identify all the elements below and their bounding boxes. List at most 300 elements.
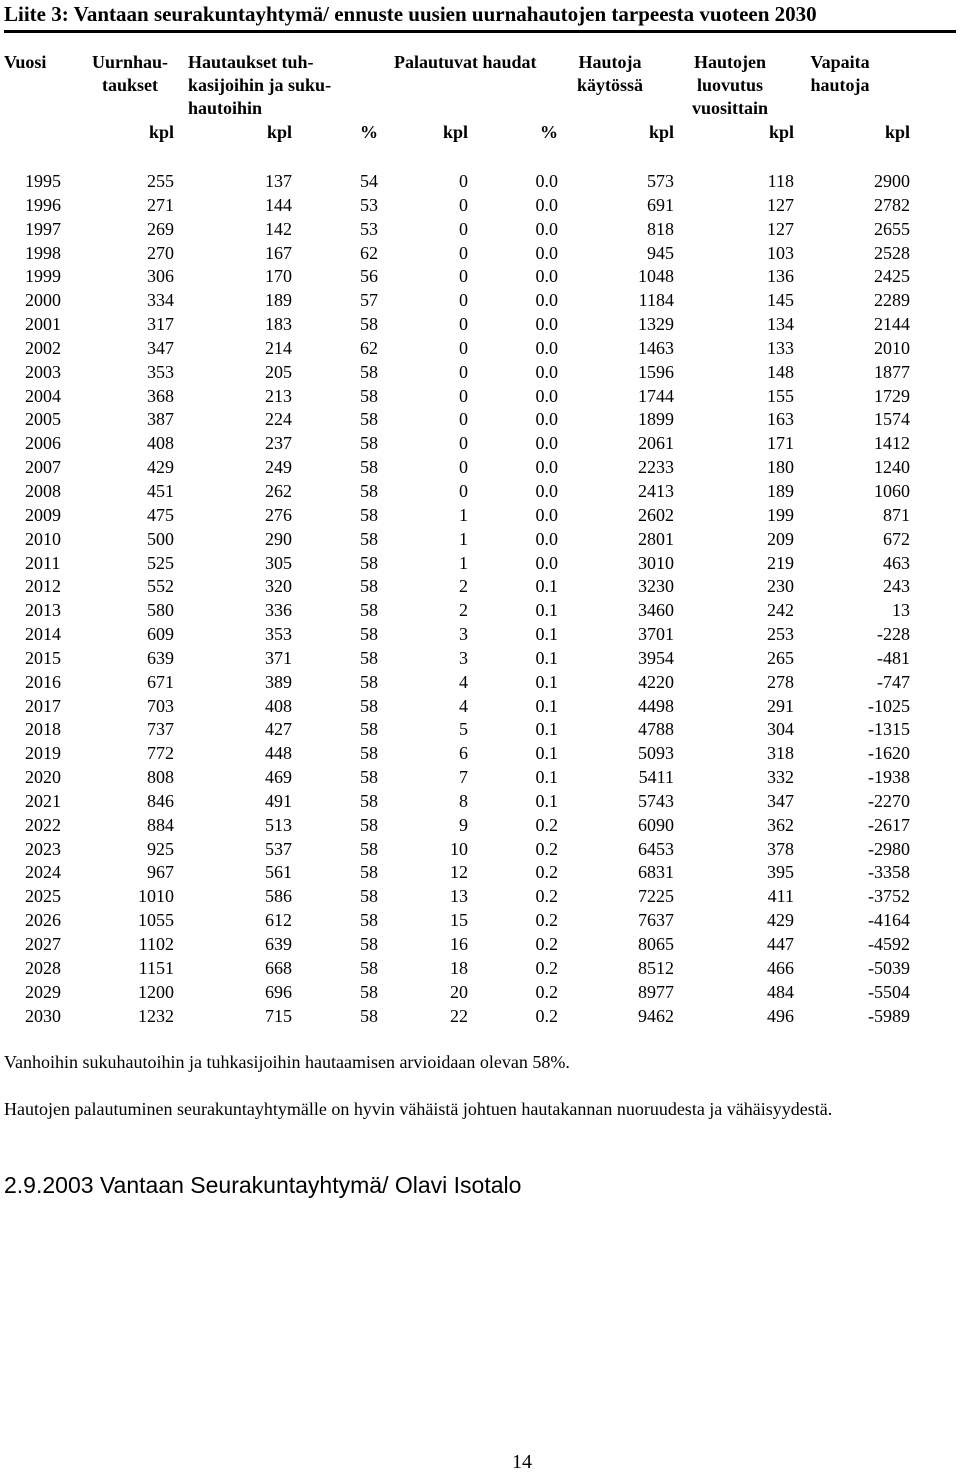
cell-vapaita: 2528 <box>874 242 910 263</box>
cell-vapaita: 463 <box>883 552 910 573</box>
header-luovutus <box>670 51 790 120</box>
cell-hautaukset: 537 <box>265 838 292 859</box>
cell-palautuvat-percent: 0.1 <box>535 624 558 645</box>
table-row <box>0 432 960 456</box>
cell-vapaita: 672 <box>883 528 910 549</box>
cell-palautuvat-percent: 0.1 <box>535 695 558 716</box>
cell-year: 2028 <box>25 957 61 978</box>
cell-palautuvat: 0 <box>459 171 468 191</box>
cell-vapaita: -481 <box>877 647 910 668</box>
table-row <box>0 599 960 623</box>
cell-palautuvat-percent: 0.1 <box>535 790 558 811</box>
cell-hautaukset-percent: 58 <box>360 886 378 907</box>
cell-palautuvat: 0 <box>459 361 468 382</box>
cell-palautuvat: 2 <box>459 600 468 621</box>
table-row <box>0 361 960 385</box>
cell-kaytossa: 691 <box>647 194 674 215</box>
cell-kaytossa: 4498 <box>638 695 674 716</box>
cell-vapaita: -1938 <box>868 767 910 788</box>
cell-uurnahautaukset: 500 <box>147 528 174 549</box>
document-title: Liite 3: Vantaan seurakuntayhtymä/ ennuste uusien uurnahautojen tarpeesta vuoteen 2030 <box>4 0 956 33</box>
cell-palautuvat-percent: 0.2 <box>535 934 558 954</box>
cell-palautuvat-percent: 0.2 <box>535 981 558 1002</box>
header-vapaita <box>790 51 890 97</box>
cell-luovutus: 429 <box>767 910 794 931</box>
cell-palautuvat: 0 <box>459 218 468 239</box>
table-row <box>0 528 960 552</box>
header-hautaukset-line2: kasijoihin ja suku- <box>188 75 332 95</box>
unit-hautaukset: kpl <box>266 122 292 142</box>
cell-hautaukset-percent: 58 <box>360 743 378 764</box>
cell-luovutus: 411 <box>767 886 794 907</box>
table-row <box>0 718 960 742</box>
cell-year: 2001 <box>25 314 61 335</box>
row-spacer <box>910 742 960 766</box>
cell-uurnahautaukset: 967 <box>147 862 174 883</box>
cell-uurnahautaukset: 703 <box>147 695 174 716</box>
table-row <box>0 385 960 409</box>
table-row <box>0 981 960 1005</box>
cell-palautuvat: 13 <box>450 886 468 907</box>
row-spacer <box>910 671 960 695</box>
table-row <box>0 337 960 361</box>
cell-palautuvat: 4 <box>459 671 468 692</box>
cell-palautuvat: 3 <box>459 647 468 668</box>
cell-luovutus: 447 <box>767 934 794 954</box>
cell-year: 2005 <box>25 409 61 430</box>
table-row <box>0 909 960 933</box>
cell-uurnahautaukset: 429 <box>147 457 174 478</box>
cell-vapaita: -5504 <box>868 981 910 1002</box>
cell-hautaukset: 448 <box>265 743 292 764</box>
table-row <box>0 480 960 504</box>
cell-kaytossa: 3230 <box>638 576 674 597</box>
table-row <box>0 861 960 885</box>
cell-kaytossa: 945 <box>647 242 674 263</box>
cell-vapaita: 1412 <box>874 433 910 454</box>
table-row <box>0 289 960 313</box>
cell-palautuvat: 8 <box>459 790 468 811</box>
cell-year: 2023 <box>25 838 61 859</box>
cell-uurnahautaukset: 368 <box>147 385 174 406</box>
cell-uurnahautaukset: 925 <box>147 838 174 859</box>
note-palautuminen: Hautojen palautuminen seurakuntayhtymälle on hyvin vähäistä johtuen hautakannan nuoruudesta ja vähäisyydestä. <box>4 1099 833 1119</box>
cell-luovutus: 127 <box>767 194 794 215</box>
cell-kaytossa: 6090 <box>638 814 674 835</box>
cell-luovutus: 347 <box>767 790 794 811</box>
row-spacer <box>910 170 960 194</box>
cell-uurnahautaukset: 580 <box>147 600 174 621</box>
cell-palautuvat-percent: 0.1 <box>535 743 558 764</box>
cell-kaytossa: 4788 <box>638 719 674 740</box>
row-spacer <box>910 981 960 1005</box>
header-hautaukset-line3: hautoihin <box>188 98 263 118</box>
cell-year: 2015 <box>25 647 61 668</box>
cell-hautaukset: 262 <box>265 480 292 501</box>
unit-vapaita: kpl <box>884 122 910 142</box>
row-spacer <box>910 313 960 337</box>
table-row <box>0 265 960 289</box>
cell-year: 2009 <box>25 504 61 525</box>
row-spacer <box>910 552 960 576</box>
table-row <box>0 194 960 218</box>
cell-palautuvat-percent: 0.0 <box>535 194 558 215</box>
cell-kaytossa: 8977 <box>638 981 674 1002</box>
cell-luovutus: 145 <box>767 290 794 311</box>
table-row <box>0 504 960 528</box>
row-spacer <box>910 242 960 266</box>
cell-palautuvat-percent: 0.0 <box>535 314 558 335</box>
cell-kaytossa: 2061 <box>638 433 674 454</box>
unit-hautaukset-percent: % <box>360 122 378 142</box>
row-spacer <box>910 885 960 909</box>
header-hautaukset-line1: Hautaukset tuh- <box>188 52 314 72</box>
row-spacer <box>910 504 960 528</box>
header-uurnahautaukset-line2: taukset <box>101 75 158 95</box>
cell-luovutus: 466 <box>767 957 794 978</box>
cell-year: 2022 <box>25 814 61 835</box>
signature-line: 2.9.2003 Vantaan Seurakuntayhtymä/ Olavi Isotalo <box>4 1172 522 1198</box>
cell-hautaukset: 320 <box>265 576 292 597</box>
cell-palautuvat: 22 <box>450 1005 468 1026</box>
cell-palautuvat: 2 <box>459 576 468 597</box>
cell-hautaukset-percent: 62 <box>360 337 378 358</box>
cell-vapaita: 2144 <box>874 314 910 335</box>
cell-hautaukset-percent: 56 <box>360 266 378 287</box>
cell-palautuvat: 3 <box>459 624 468 645</box>
cell-kaytossa: 1329 <box>638 314 674 335</box>
cell-uurnahautaukset: 737 <box>147 719 174 740</box>
cell-hautaukset: 214 <box>265 337 292 358</box>
header-vapaita-line2: hautoja <box>810 75 870 95</box>
cell-luovutus: 219 <box>767 552 794 573</box>
row-spacer <box>910 194 960 218</box>
cell-luovutus: 332 <box>767 767 794 788</box>
row-spacer <box>910 695 960 719</box>
cell-hautaukset: 561 <box>265 862 292 883</box>
cell-year: 1998 <box>25 242 61 263</box>
cell-luovutus: 496 <box>767 1005 794 1026</box>
cell-hautaukset-percent: 54 <box>360 171 378 191</box>
cell-hautaukset-percent: 58 <box>360 576 378 597</box>
cell-uurnahautaukset: 552 <box>147 576 174 597</box>
cell-hautaukset: 371 <box>265 647 292 668</box>
table-row <box>0 575 960 599</box>
cell-luovutus: 155 <box>767 385 794 406</box>
cell-year: 2003 <box>25 361 61 382</box>
row-spacer <box>910 289 960 313</box>
cell-hautaukset-percent: 58 <box>360 790 378 811</box>
cell-hautaukset-percent: 58 <box>360 934 378 954</box>
cell-year: 1995 <box>25 171 61 191</box>
cell-uurnahautaukset: 255 <box>147 171 174 191</box>
cell-year: 1996 <box>25 194 61 215</box>
cell-year: 2002 <box>25 337 61 358</box>
cell-hautaukset: 224 <box>265 409 292 430</box>
cell-palautuvat: 1 <box>459 504 468 525</box>
cell-palautuvat-percent: 0.0 <box>535 528 558 549</box>
cell-hautaukset: 353 <box>265 624 292 645</box>
cell-uurnahautaukset: 884 <box>147 814 174 835</box>
cell-palautuvat-percent: 0.0 <box>535 337 558 358</box>
cell-palautuvat-percent: 0.2 <box>535 886 558 907</box>
cell-hautaukset: 213 <box>265 385 292 406</box>
cell-vapaita: -1025 <box>868 695 910 716</box>
cell-palautuvat: 15 <box>450 910 468 931</box>
row-spacer <box>910 599 960 623</box>
row-spacer <box>910 861 960 885</box>
cell-hautaukset: 427 <box>265 719 292 740</box>
cell-uurnahautaukset: 306 <box>147 266 174 287</box>
cell-vapaita: 1574 <box>874 409 910 430</box>
cell-palautuvat-percent: 0.0 <box>535 361 558 382</box>
cell-vapaita: -4164 <box>868 910 910 931</box>
cell-year: 2011 <box>25 552 61 573</box>
cell-luovutus: 253 <box>767 624 794 645</box>
header-palautuvat: Palautuvat haudat <box>394 52 537 72</box>
cell-kaytossa: 2602 <box>638 504 674 525</box>
cell-hautaukset: 639 <box>265 934 292 954</box>
cell-luovutus: 304 <box>767 719 794 740</box>
cell-uurnahautaukset: 1055 <box>138 910 174 931</box>
header-kaytossa <box>555 51 665 97</box>
cell-uurnahautaukset: 808 <box>147 767 174 788</box>
cell-uurnahautaukset: 475 <box>147 504 174 525</box>
cell-year: 2019 <box>25 743 61 764</box>
cell-vapaita: -5989 <box>868 1005 910 1026</box>
cell-hautaukset-percent: 58 <box>360 1005 378 1026</box>
cell-uurnahautaukset: 772 <box>147 743 174 764</box>
cell-vapaita: -3752 <box>868 886 910 907</box>
cell-luovutus: 171 <box>767 433 794 454</box>
cell-palautuvat-percent: 0.0 <box>535 218 558 239</box>
row-spacer <box>910 933 960 957</box>
cell-luovutus: 103 <box>767 242 794 263</box>
row-spacer <box>910 408 960 432</box>
cell-palautuvat: 0 <box>459 480 468 501</box>
row-spacer <box>910 528 960 552</box>
cell-vapaita: 1060 <box>874 480 910 501</box>
cell-palautuvat-percent: 0.0 <box>535 171 558 191</box>
cell-vapaita: 2900 <box>874 171 910 191</box>
cell-hautaukset: 389 <box>265 671 292 692</box>
cell-kaytossa: 4220 <box>638 671 674 692</box>
cell-luovutus: 242 <box>767 600 794 621</box>
cell-year: 2026 <box>25 910 61 931</box>
cell-hautaukset-percent: 53 <box>360 194 378 215</box>
cell-hautaukset: 137 <box>265 171 292 191</box>
cell-year: 2008 <box>25 480 61 501</box>
cell-kaytossa: 1184 <box>638 290 674 311</box>
cell-uurnahautaukset: 317 <box>147 314 174 335</box>
table-row <box>0 647 960 671</box>
cell-palautuvat: 0 <box>459 242 468 263</box>
cell-vapaita: 2425 <box>874 266 910 287</box>
header-kaytossa-line1: Hautoja <box>578 52 642 72</box>
cell-year: 1997 <box>25 218 61 239</box>
cell-kaytossa: 3954 <box>638 647 674 668</box>
cell-luovutus: 199 <box>767 504 794 525</box>
cell-palautuvat: 0 <box>459 337 468 358</box>
cell-uurnahautaukset: 334 <box>147 290 174 311</box>
cell-palautuvat-percent: 0.2 <box>535 838 558 859</box>
cell-luovutus: 136 <box>767 266 794 287</box>
cell-year: 2004 <box>25 385 61 406</box>
cell-year: 2014 <box>25 624 61 645</box>
cell-hautaukset-percent: 58 <box>360 433 378 454</box>
cell-year: 2021 <box>25 790 61 811</box>
cell-kaytossa: 6831 <box>638 862 674 883</box>
cell-kaytossa: 573 <box>647 171 674 191</box>
header-luovutus-line3: vuosittain <box>691 98 769 118</box>
table-row <box>0 790 960 814</box>
cell-hautaukset: 408 <box>265 695 292 716</box>
row-spacer <box>910 718 960 742</box>
cell-vapaita: 243 <box>883 576 910 597</box>
cell-uurnahautaukset: 347 <box>147 337 174 358</box>
table-row <box>0 885 960 909</box>
header-uurnahautaukset <box>60 51 200 97</box>
cell-palautuvat-percent: 0.1 <box>535 576 558 597</box>
cell-hautaukset: 290 <box>265 528 292 549</box>
header-uurnahautaukset-line1: Uurnhau- <box>91 52 169 72</box>
cell-kaytossa: 3010 <box>638 552 674 573</box>
cell-year: 2024 <box>25 862 61 883</box>
unit-palautuvat: kpl <box>442 122 468 142</box>
cell-kaytossa: 7225 <box>638 886 674 907</box>
cell-vapaita: -1315 <box>868 719 910 740</box>
header-hautaukset <box>188 51 331 120</box>
cell-palautuvat: 16 <box>450 934 468 954</box>
cell-kaytossa: 7637 <box>638 910 674 931</box>
table-row <box>0 456 960 480</box>
cell-hautaukset-percent: 58 <box>360 314 378 335</box>
cell-hautaukset: 170 <box>265 266 292 287</box>
cell-luovutus: 127 <box>767 218 794 239</box>
cell-palautuvat-percent: 0.0 <box>535 385 558 406</box>
cell-palautuvat-percent: 0.1 <box>535 600 558 621</box>
cell-vapaita: -1620 <box>868 743 910 764</box>
cell-hautaukset-percent: 58 <box>360 957 378 978</box>
cell-hautaukset-percent: 58 <box>360 504 378 525</box>
cell-luovutus: 133 <box>767 337 794 358</box>
header-vapaita-line1: Vapaita <box>810 52 870 72</box>
cell-palautuvat: 1 <box>459 552 468 573</box>
cell-palautuvat: 6 <box>459 743 468 764</box>
cell-palautuvat: 20 <box>450 981 468 1002</box>
cell-palautuvat: 0 <box>459 385 468 406</box>
row-spacer <box>910 456 960 480</box>
cell-hautaukset: 144 <box>265 194 292 215</box>
cell-palautuvat: 0 <box>459 457 468 478</box>
cell-vapaita: -228 <box>877 624 910 645</box>
cell-hautaukset: 491 <box>265 790 292 811</box>
cell-hautaukset: 715 <box>265 1005 292 1026</box>
cell-luovutus: 134 <box>767 314 794 335</box>
row-spacer <box>910 432 960 456</box>
row-spacer <box>910 790 960 814</box>
cell-hautaukset-percent: 58 <box>360 671 378 692</box>
note-sukuhaudat: Vanhoihin sukuhautoihin ja tuhkasijoihin hautaamisen arvioidaan olevan 58%. <box>4 1052 570 1072</box>
cell-vapaita: 2289 <box>874 290 910 311</box>
cell-uurnahautaukset: 270 <box>147 242 174 263</box>
cell-palautuvat-percent: 0.2 <box>535 862 558 883</box>
cell-year: 2012 <box>25 576 61 597</box>
cell-hautaukset-percent: 58 <box>360 838 378 859</box>
unit-uurnahautaukset: kpl <box>148 122 174 142</box>
cell-palautuvat-percent: 0.0 <box>535 266 558 287</box>
row-spacer <box>910 385 960 409</box>
cell-year: 2007 <box>25 457 61 478</box>
cell-palautuvat-percent: 0.1 <box>535 719 558 740</box>
row-spacer <box>910 838 960 862</box>
row-spacer <box>910 218 960 242</box>
cell-vapaita: 2655 <box>874 218 910 239</box>
cell-hautaukset-percent: 58 <box>360 862 378 883</box>
cell-year: 2029 <box>25 981 61 1002</box>
cell-uurnahautaukset: 451 <box>147 480 174 501</box>
cell-uurnahautaukset: 269 <box>147 218 174 239</box>
table-row <box>0 1005 960 1029</box>
header-luovutus-line1: Hautojen <box>694 52 766 72</box>
table-row <box>0 814 960 838</box>
cell-palautuvat: 0 <box>459 409 468 430</box>
cell-year: 2030 <box>25 1005 61 1026</box>
cell-palautuvat-percent: 0.2 <box>535 814 558 835</box>
cell-year: 2000 <box>25 290 61 311</box>
cell-vapaita: -2980 <box>868 838 910 859</box>
cell-luovutus: 209 <box>767 528 794 549</box>
cell-palautuvat: 7 <box>459 767 468 788</box>
table-row <box>0 838 960 862</box>
cell-hautaukset-percent: 58 <box>360 552 378 573</box>
cell-kaytossa: 9462 <box>638 1005 674 1026</box>
cell-kaytossa: 1463 <box>638 337 674 358</box>
row-spacer <box>910 337 960 361</box>
cell-uurnahautaukset: 1010 <box>138 886 174 907</box>
cell-hautaukset-percent: 62 <box>360 242 378 263</box>
table-row <box>0 552 960 576</box>
cell-year: 2020 <box>25 767 61 788</box>
cell-palautuvat-percent: 0.0 <box>535 504 558 525</box>
cell-year: 2017 <box>25 695 61 716</box>
cell-hautaukset-percent: 58 <box>360 600 378 621</box>
cell-vapaita: -5039 <box>868 957 910 978</box>
cell-kaytossa: 2413 <box>638 480 674 501</box>
cell-hautaukset: 276 <box>265 504 292 525</box>
cell-luovutus: 395 <box>767 862 794 883</box>
cell-vapaita: -2270 <box>868 790 910 811</box>
cell-uurnahautaukset: 525 <box>147 552 174 573</box>
cell-hautaukset-percent: 58 <box>360 719 378 740</box>
cell-palautuvat-percent: 0.0 <box>535 433 558 454</box>
table-row <box>0 218 960 242</box>
row-spacer <box>910 909 960 933</box>
row-spacer <box>910 361 960 385</box>
cell-kaytossa: 5743 <box>638 790 674 811</box>
cell-palautuvat-percent: 0.0 <box>535 552 558 573</box>
page-number: 14 <box>512 1451 532 1473</box>
cell-uurnahautaukset: 408 <box>147 433 174 454</box>
cell-uurnahautaukset: 1102 <box>138 934 174 954</box>
cell-uurnahautaukset: 271 <box>147 194 174 215</box>
cell-hautaukset-percent: 58 <box>360 409 378 430</box>
cell-luovutus: 230 <box>767 576 794 597</box>
cell-year: 2006 <box>25 433 61 454</box>
table-row <box>0 623 960 647</box>
table-row <box>0 242 960 266</box>
cell-luovutus: 180 <box>767 457 794 478</box>
